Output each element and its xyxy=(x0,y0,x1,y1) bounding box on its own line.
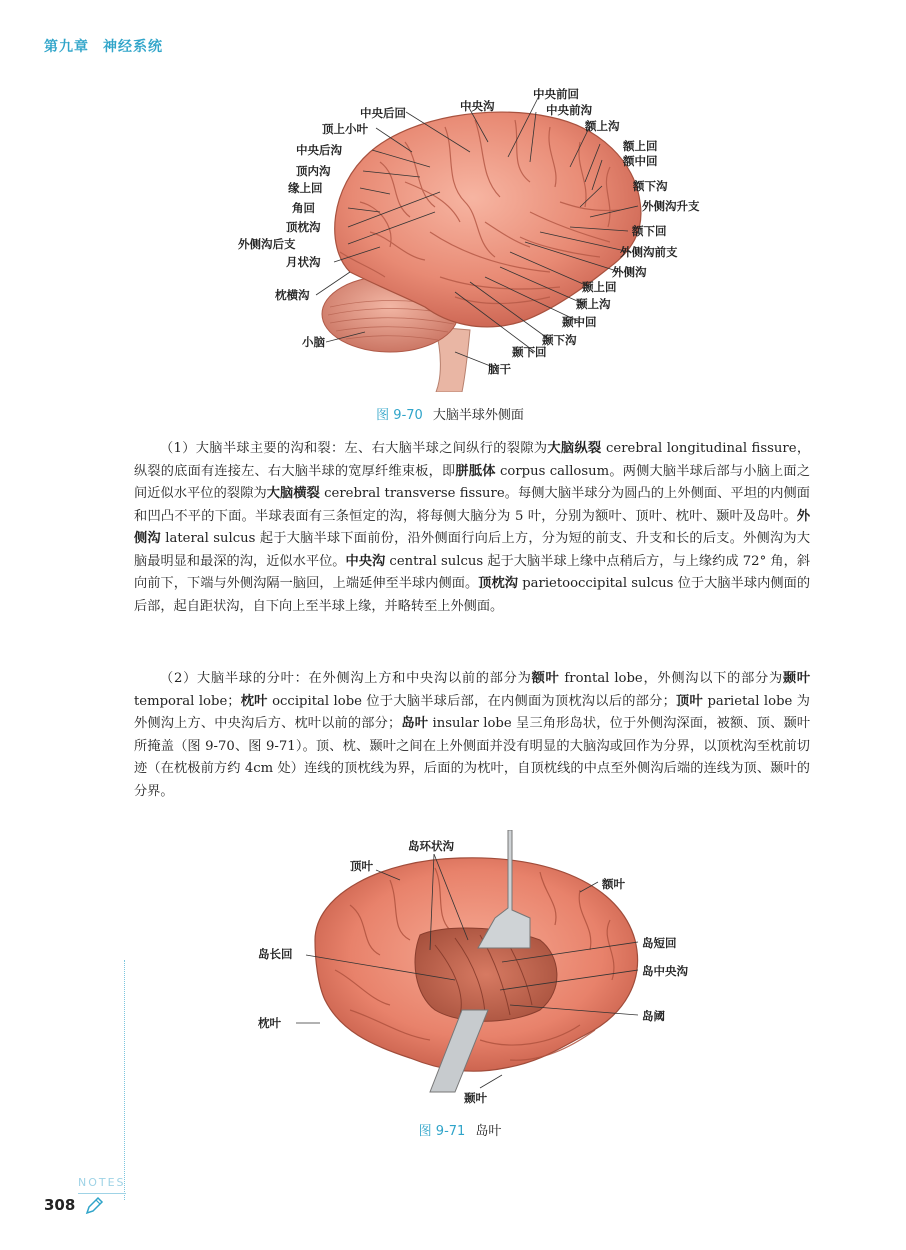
paragraph-sulci-fissures xyxy=(134,438,810,618)
paragraph-text: insular lobe 呈三角形岛状，位于外侧沟深面，被额、顶、颞叶所掩盖（图 9-70、图 9-71）。顶、枕、颞叶之间在上外侧面并没有明显的大脑沟或回作为分界，以顶枕沟至枕前切迹（在枕极前方约 4cm 处）连线的顶枕线为界，后面的为枕叶，自顶枕线的中点至外侧沟后端的连线为顶、颞叶的分界。 xyxy=(134,716,811,799)
caption-title-2: 岛叶 xyxy=(475,1124,502,1139)
label-exh: 额下回 xyxy=(632,224,667,238)
paragraph-text: parietooccipital sulcus 位于大脑半球内侧面的后部，起自距状沟，自下向上至半球上缘，并略转至上外侧面。 xyxy=(134,576,811,614)
caption-number: 图 9-70 xyxy=(376,408,423,423)
label-zhg: 枕横沟 xyxy=(275,288,310,302)
key-term: 大脑纵裂 xyxy=(547,441,602,456)
label-wcgqz: 外侧沟前支 xyxy=(620,245,678,259)
paragraph-text: cerebral transverse fissure。每侧大脑半球分为圆凸的上外侧面、平坦的内侧面和凹凸不平的下面。半球表面有三条恒定的沟，将每侧大脑分为 5 叶，分别为额叶、顶叶、枕叶、颞叶及岛叶。 xyxy=(134,486,810,524)
label-zyqg: 中央前沟 xyxy=(546,103,592,117)
key-term: 岛叶 xyxy=(401,716,429,731)
label-nsg: 颞上沟 xyxy=(576,297,611,311)
caption-number-2: 图 9-71 xyxy=(418,1124,466,1139)
key-term: 顶枕沟 xyxy=(478,576,518,591)
label-jh: 角回 xyxy=(292,201,315,215)
caption-title: 大脑半球外侧面 xyxy=(432,408,524,423)
label-yzg: 月状沟 xyxy=(286,255,321,269)
label-xn: 小脑 xyxy=(302,335,325,349)
paragraph-text: cerebral longitudinal fissure，纵裂的底面有连接左、右大脑半球的宽厚纤维束板，即 xyxy=(134,441,811,479)
label-zyhh: 中央后回 xyxy=(360,106,406,120)
label-ezh: 额中回 xyxy=(623,154,658,168)
label-exg: 额下沟 xyxy=(633,179,668,193)
page-number: 308 xyxy=(44,1196,76,1214)
label-dy2: 岛阈 xyxy=(642,1009,665,1023)
label-nxg: 颞下沟 xyxy=(542,333,577,347)
label-wcgsz: 外侧沟升支 xyxy=(642,199,700,213)
key-term: 额叶 xyxy=(531,671,560,686)
label-zyg: 中央沟 xyxy=(460,99,495,113)
figure-9-70 xyxy=(230,82,710,392)
label-dhzg: 岛环状沟 xyxy=(408,839,454,853)
running-header xyxy=(44,36,177,56)
label-ddh: 岛短回 xyxy=(642,936,677,950)
paragraph-text: （2）大脑半球的分叶：在外侧沟上方和中央沟以前的部分为 xyxy=(160,671,532,686)
paragraph-text: temporal lobe； xyxy=(134,693,241,709)
label-zy: 枕叶 xyxy=(258,1016,281,1030)
label-nsh: 颞上回 xyxy=(582,280,617,294)
figure-9-70-caption xyxy=(300,404,600,423)
label-zyhg: 中央后沟 xyxy=(296,143,342,157)
notes-underline xyxy=(78,1193,126,1194)
paragraph-text: corpus callosum。两侧大脑半球后部与小脑上面之间近似水平位的裂隙为 xyxy=(134,463,811,501)
paragraph-text: frontal lobe，外侧沟以下的部分为 xyxy=(559,671,783,686)
label-dng: 顶内沟 xyxy=(296,164,331,178)
key-term: 顶叶 xyxy=(675,693,703,709)
label-nzh: 颞中回 xyxy=(562,315,597,329)
paragraph-text: （1）大脑半球主要的沟和裂：左、右大脑半球之间纵行的裂隙为 xyxy=(160,441,548,456)
label-ng: 脑干 xyxy=(488,362,511,376)
chapter-number: 第九章 xyxy=(44,39,89,55)
label-dy: 顶叶 xyxy=(350,859,373,873)
label-zyqh: 中央前回 xyxy=(533,87,579,101)
label-ny: 颞叶 xyxy=(464,1091,487,1105)
chapter-title: 神经系统 xyxy=(103,39,163,55)
key-term: 枕叶 xyxy=(240,693,268,709)
label-ey: 额叶 xyxy=(602,877,625,891)
label-wcghz: 外侧沟后支 xyxy=(238,237,296,251)
figure-9-71 xyxy=(240,830,700,1105)
label-wcg: 外侧沟 xyxy=(612,265,647,279)
label-eg: 额上沟 xyxy=(585,119,620,133)
pencil-icon xyxy=(84,1196,104,1216)
paragraph-text: parietal lobe 为外侧沟上方、中央沟后方、枕叶以前的部分； xyxy=(134,693,810,731)
insula-illustration xyxy=(240,830,700,1105)
key-term: 胼胝体 xyxy=(455,463,496,479)
label-dzg: 顶枕沟 xyxy=(286,220,321,234)
key-term: 外侧沟 xyxy=(134,508,810,546)
label-esh: 额上回 xyxy=(623,139,658,153)
label-nxh: 颞下回 xyxy=(512,345,547,359)
paragraph-text: occipital lobe 位于大脑半球后部，在内侧面为顶枕沟以后的部分； xyxy=(267,693,676,709)
paragraph-text: lateral sulcus 起于大脑半球下面前份，沿外侧面行向后上方，分为短的前支、升支和长的后支。外侧沟为大脑最明显和最深的沟，近似水平位。 xyxy=(134,531,811,569)
paragraph-lobes xyxy=(134,668,810,803)
notes-margin-line xyxy=(124,960,125,1200)
label-dsxy: 顶上小叶 xyxy=(322,122,368,136)
label-dch: 岛长回 xyxy=(258,947,293,961)
label-ysh: 缘上回 xyxy=(288,181,323,195)
brain-lateral-illustration xyxy=(230,82,710,392)
paragraph-text: central sulcus 起于大脑半球上缘中点稍后方，与上缘约成 72° 角，斜向前下，下端与外侧沟隔一脑回，上端延伸至半球内侧面。 xyxy=(134,553,811,591)
notes-label: NOTES xyxy=(78,1176,126,1189)
label-dzyg: 岛中央沟 xyxy=(642,964,688,978)
key-term: 颞叶 xyxy=(782,671,811,686)
figure-9-71-caption xyxy=(380,1120,540,1139)
key-term: 大脑横裂 xyxy=(266,486,320,501)
key-term: 中央沟 xyxy=(345,553,386,569)
